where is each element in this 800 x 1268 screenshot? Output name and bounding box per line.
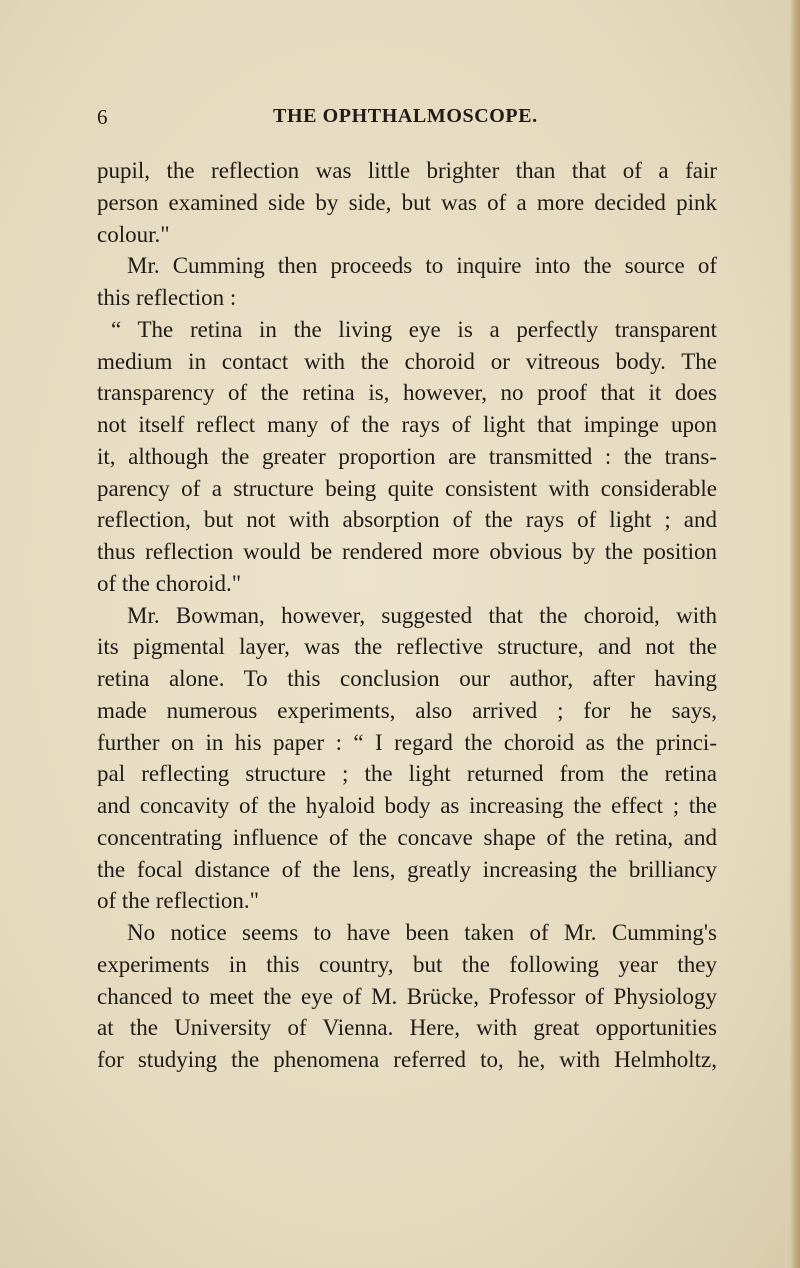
text-line: pal reflecting structure ; the light returned from the retina bbox=[97, 761, 717, 787]
text-line: for studying the phenomena referred to, he, with Helmholtz, bbox=[97, 1047, 717, 1072]
text-line: retina alone. To this conclusion our author, after having bbox=[97, 666, 717, 691]
text-line: concentrating influence of the concave shape of the retina, and bbox=[97, 824, 717, 850]
body-text bbox=[97, 155, 717, 1076]
text-line: person examined side by side, but was of a more decided pink bbox=[97, 189, 717, 215]
text-line: the focal distance of the lens, greatly increasing the brilliancy bbox=[97, 856, 717, 882]
text-line: it, although the greater proportion are transmitted : the trans- bbox=[97, 443, 717, 469]
text-line: of the reflection." bbox=[97, 888, 260, 914]
text-line: parency of a structure being quite consistent with considerable bbox=[97, 475, 717, 501]
page-edge bbox=[790, 0, 800, 1268]
text-line: not itself reflect many of the rays of light that impinge upon bbox=[97, 412, 717, 437]
text-line: colour." bbox=[97, 221, 170, 247]
page-number: 6 bbox=[97, 105, 108, 129]
text-line: at the University of Vienna. Here, with great opportunities bbox=[97, 1015, 717, 1041]
text-line: chanced to meet the eye of M. Brücke, Professor of Physiology bbox=[97, 983, 717, 1009]
text-line: its pigmental layer, was the reflective structure, and not the bbox=[97, 634, 717, 660]
text-line: transparency of the retina is, however, no proof that it does bbox=[97, 380, 717, 406]
text-line: No notice seems to have been taken of Mr. Cumming's bbox=[127, 920, 717, 945]
text-line: of the choroid." bbox=[97, 570, 242, 596]
page-header bbox=[97, 105, 717, 135]
text-line: further on in his paper : “ I regard the choroid as the princi- bbox=[97, 729, 717, 755]
text-line: this reflection : bbox=[97, 285, 237, 310]
text-line: Mr. Cumming then proceeds to inquire into the source of bbox=[127, 253, 717, 279]
text-line: thus reflection would be rendered more obvious by the position bbox=[97, 539, 717, 564]
text-line: medium in contact with the choroid or vitreous body. The bbox=[97, 348, 717, 374]
text-line: “ The retina in the living eye is a perfectly transparent bbox=[111, 316, 717, 342]
text-line: and concavity of the hyaloid body as increasing the effect ; the bbox=[97, 793, 717, 818]
running-title: THE OPHTHALMOSCOPE. bbox=[273, 105, 538, 127]
text-line: experiments in this country, but the following year they bbox=[97, 951, 717, 977]
text-line: made numerous experiments, also arrived ; for he says, bbox=[97, 697, 717, 723]
text-line: pupil, the reflection was little brighter than that of a fair bbox=[97, 158, 717, 183]
text-line: Mr. Bowman, however, suggested that the choroid, with bbox=[127, 602, 717, 628]
text-line: reflection, but not with absorption of the rays of light ; and bbox=[97, 507, 717, 533]
